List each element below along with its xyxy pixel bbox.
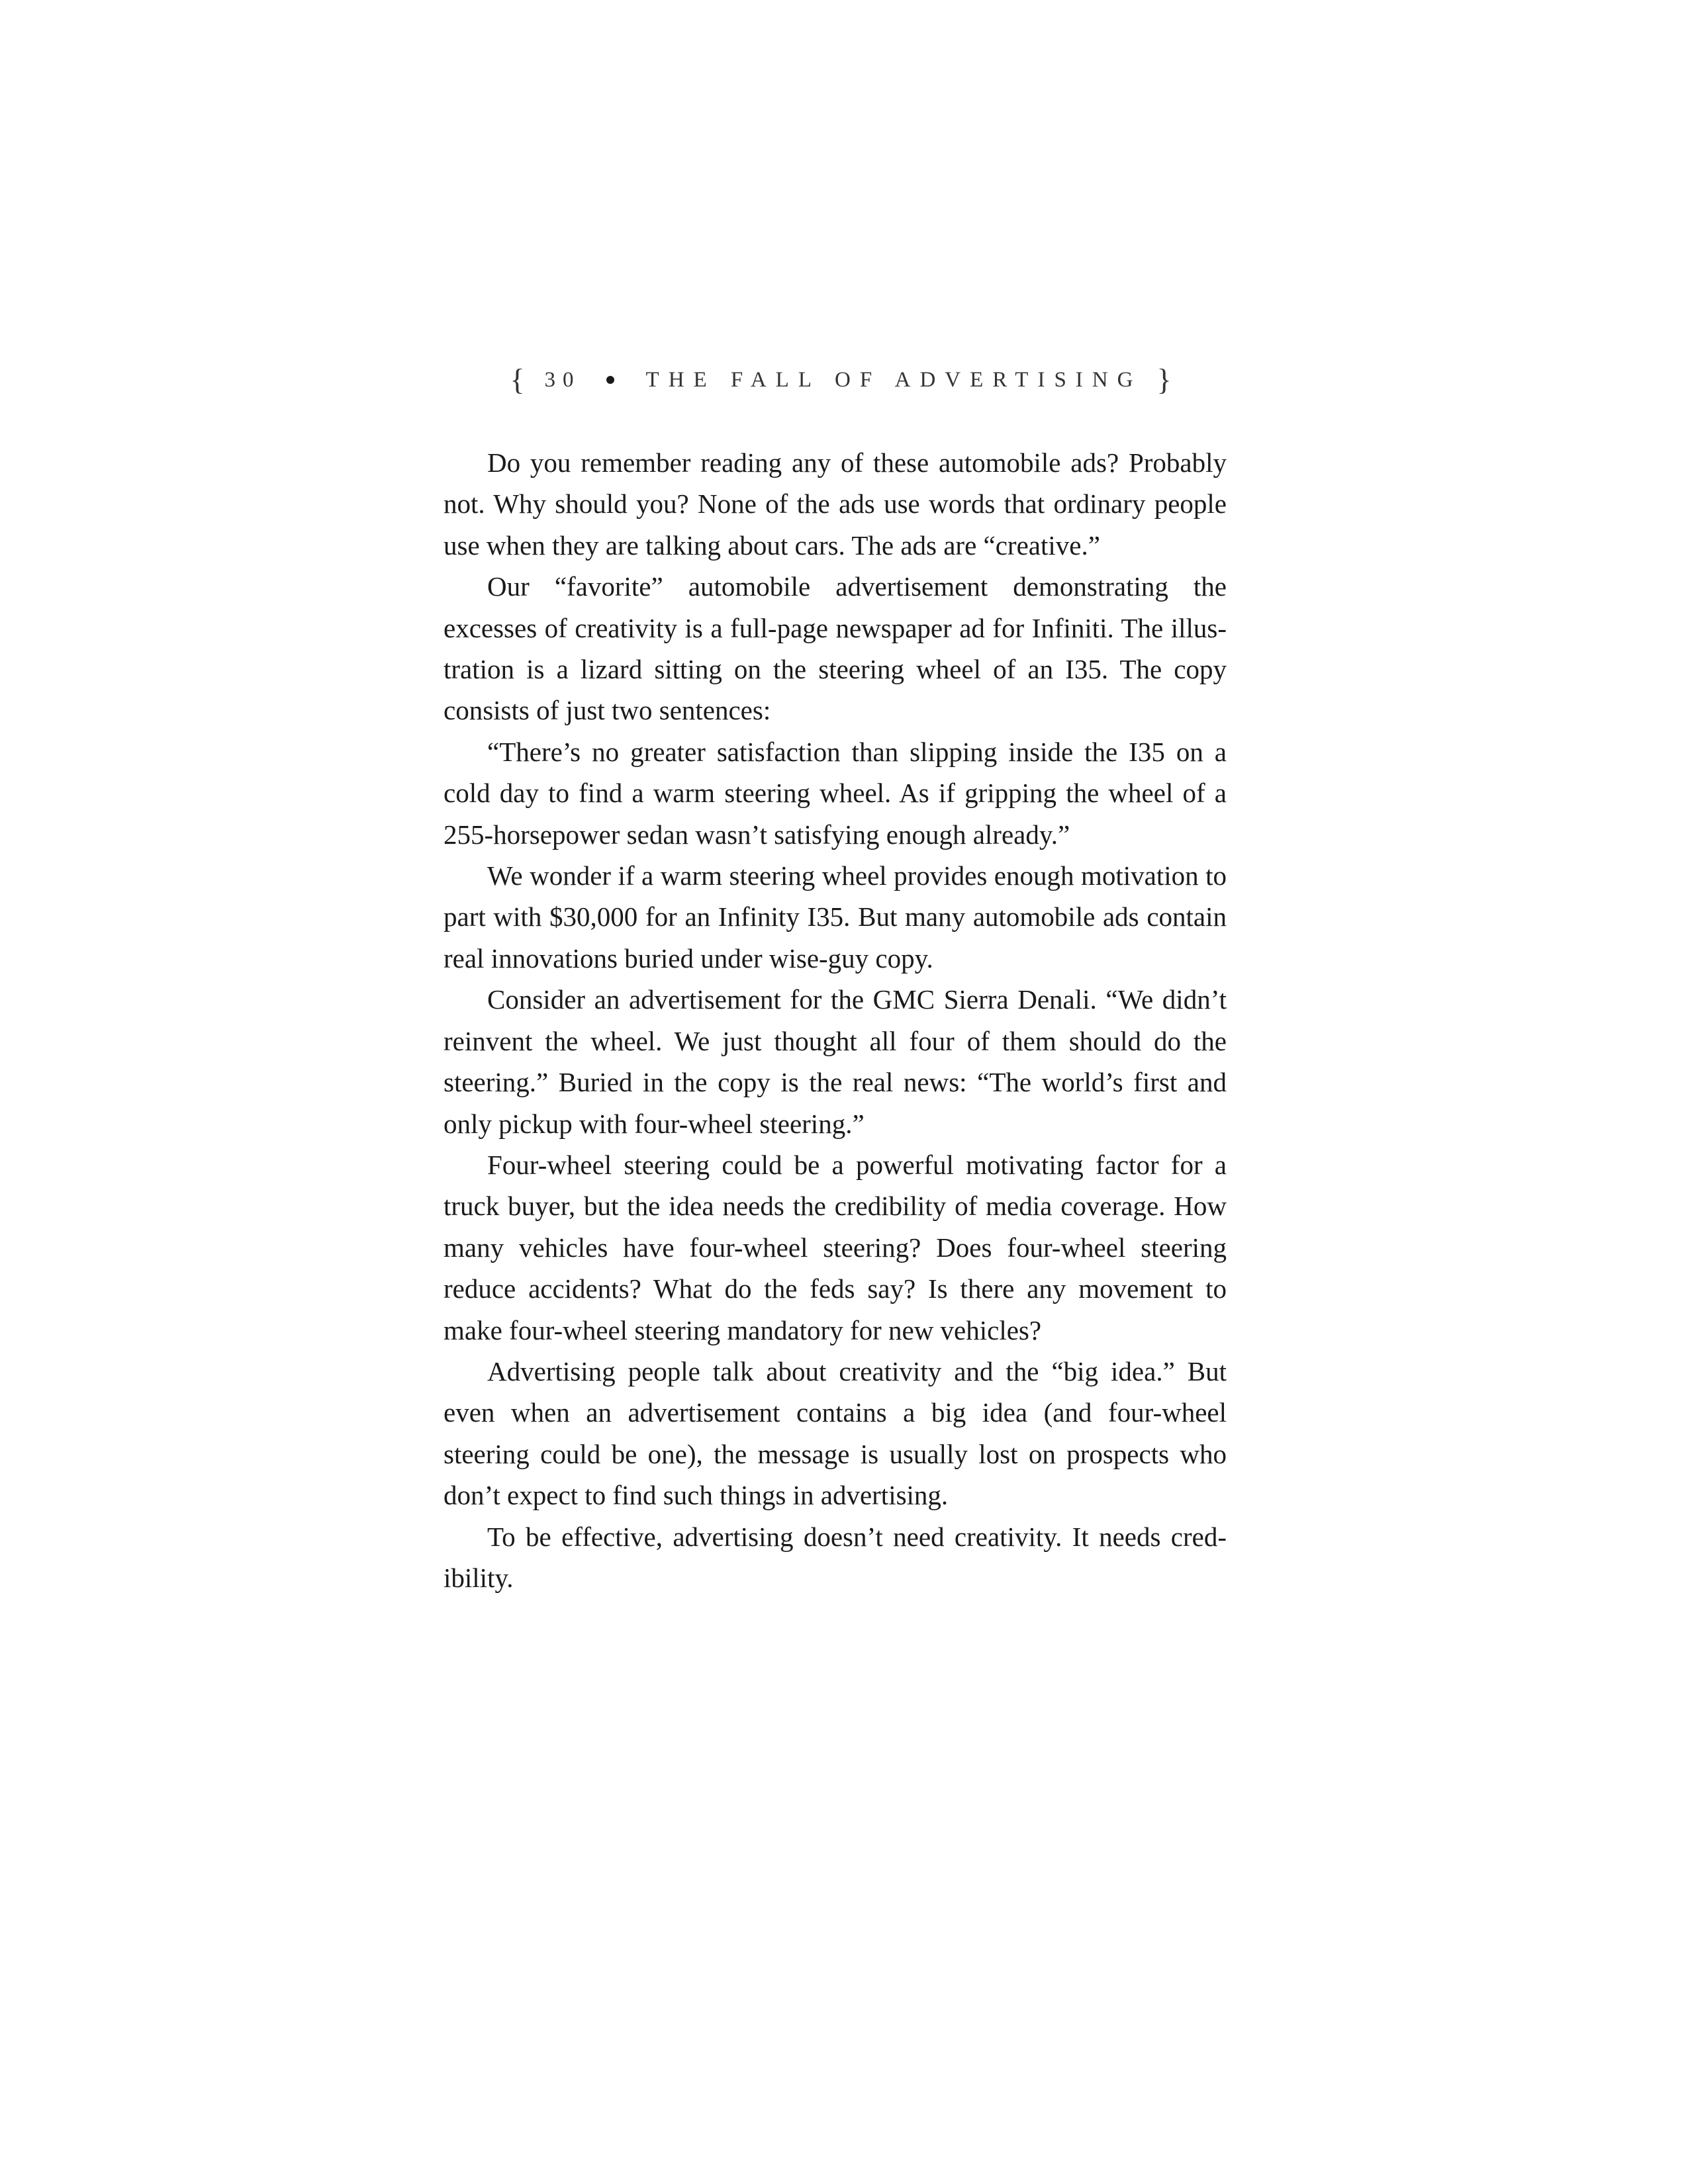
paragraph-8: To be effective, advertising doesn’t need creativity. It needs credibility. bbox=[444, 1521, 1227, 1593]
paragraph-1: Do you remember reading any of these automobile ads? Probably not. Why should you? None of the ads use words that ordinary people use when they are talking about cars. The ads are “creative.” bbox=[444, 447, 1227, 561]
paragraph-6: Four-wheel steering could be a powerful motivating factor for a truck buyer, but the idea needs the credibility of media coverage. How many vehicles have four-wheel steering? Does four-wheel steering reduce accidents? What do the feds say? Is there any movement to make four-wheel steering mandatory for new vehicles? bbox=[444, 1149, 1227, 1345]
paragraph-7: Advertising people talk about creativity and the “big idea.” But even when an advertisement contains a big idea (and four-wheel steering could be one), the message is usually lost on prospects who don’t expect to find such things in advertising. bbox=[444, 1355, 1227, 1511]
running-head-open-brace: { bbox=[510, 363, 525, 396]
paragraph-4: We wonder if a warm steering wheel provides enough motivation to part with $30,000 for an Infinity I35. But many automobile ads contain real innovations buried under wise-guy copy. bbox=[444, 860, 1227, 974]
page-number: 30 bbox=[544, 367, 581, 392]
paragraph-5: Consider an advertisement for the GMC Sierra Denali. “We didn’t reinvent the wheel. We just thought all four of them should do the steering.” Buried in the copy is the real news: “The world’s first and only pickup with four-wheel steering.” bbox=[444, 984, 1227, 1139]
running-head bbox=[444, 363, 1238, 397]
book-title: THE FALL OF ADVERTISING bbox=[645, 367, 1143, 392]
body-text bbox=[444, 442, 1227, 1598]
paragraph-3: “There’s no greater satisfaction than slipping inside the I35 on a cold day to find a warm steering wheel. As if gripping the wheel of a 255-horsepower sedan wasn’t satisfying enough already.” bbox=[444, 736, 1227, 850]
running-head-bullet bbox=[606, 376, 614, 384]
paragraph-2: Our “favorite” automobile advertisement demonstrating the excesses of creativity is a full-page newspaper ad for Infiniti. The illustration is a lizard sitting on the steering wheel of an I35. The copy consists of just two sentences: bbox=[444, 571, 1227, 726]
running-head-close-brace: } bbox=[1156, 363, 1172, 396]
